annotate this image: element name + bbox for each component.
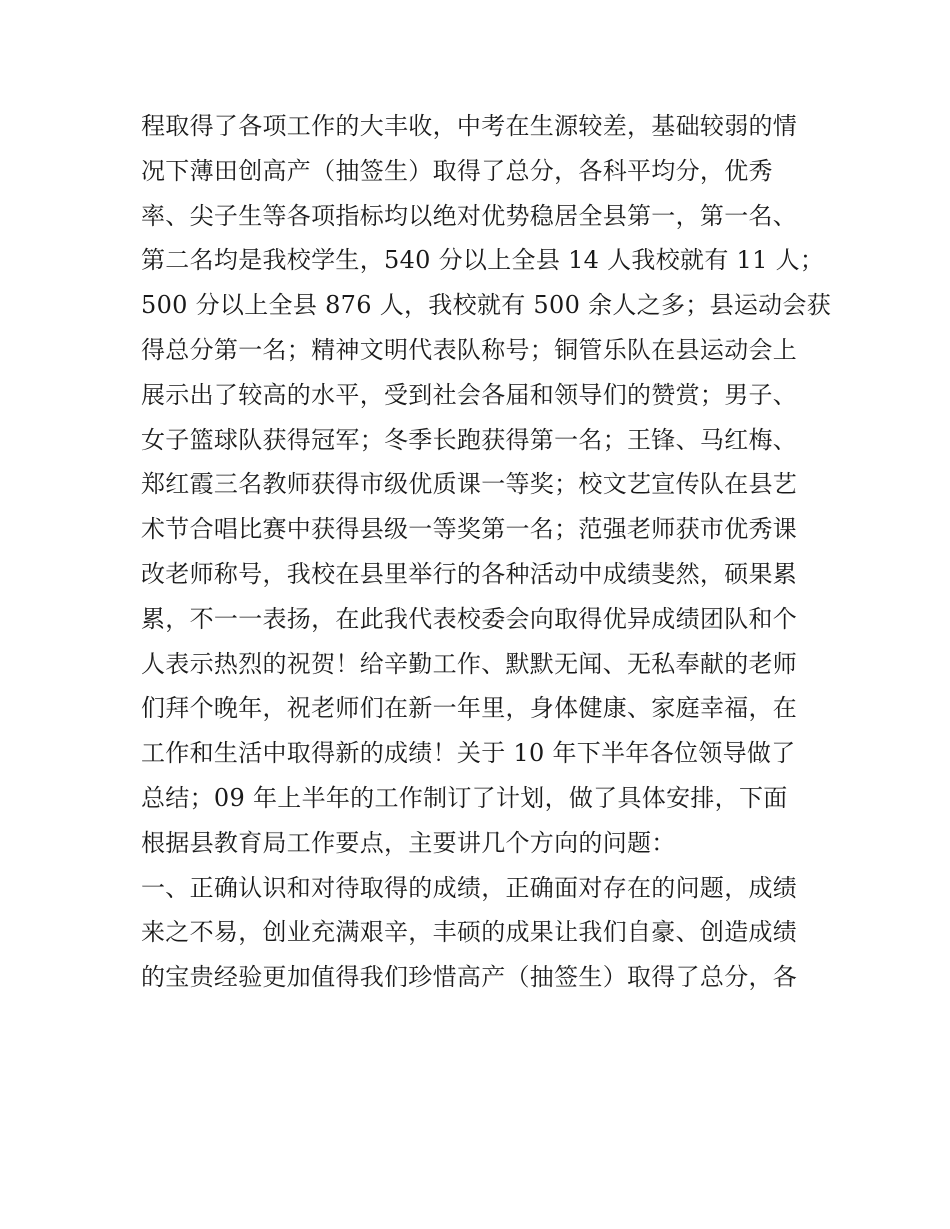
text-line: 的宝贵经验更加值得我们珍惜高产（抽签生）取得了总分，各 [141, 963, 798, 992]
text-line: 展示出了较高的水平，受到社会各届和领导们的赞赏；男子、 [141, 380, 798, 409]
text-line: 郑红霞三名教师获得市级优质课一等奖；校文艺宣传队在县艺 [141, 470, 798, 499]
text-line: 一、正确认识和对待取得的成绩，正确面对存在的问题，成绩 [141, 873, 798, 902]
text-line: 们拜个晚年，祝老师们在新一年里，身体健康、家庭幸福，在 [141, 694, 798, 723]
text-line: 况下薄田创高产（抽签生）取得了总分，各科平均分，优秀 [141, 156, 773, 185]
text-line: 工作和生活中取得新的成绩！关于 10 年下半年各位领导做了 [141, 739, 796, 768]
text-line: 女子篮球队获得冠军；冬季长跑获得第一名；王锋、马红梅、 [141, 425, 798, 454]
text-line: 根据县教育局工作要点，主要讲几个方向的问题： [141, 828, 676, 857]
text-line: 程取得了各项工作的大丰收，中考在生源较差，基础较弱的情 [141, 112, 798, 140]
text-line: 第二名均是我校学生，540 分以上全县 14 人我校就有 11 人； [141, 246, 825, 275]
text-line: 累，不一一表扬，在此我代表校委会向取得优异成绩团队和个 [141, 604, 798, 633]
text-line: 人表示热烈的祝贺！给辛勤工作、默默无闻、无私奉献的老师 [141, 649, 798, 678]
text-line: 术节合唱比赛中获得县级一等奖第一名；范强老师获市优秀课 [141, 515, 798, 544]
text-line: 来之不易，创业充满艰辛，丰硕的成果让我们自豪、创造成绩 [141, 918, 798, 947]
text-line: 改老师称号，我校在县里举行的各种活动中成绩斐然，硕果累 [141, 559, 798, 588]
text-line: 率、尖子生等各项指标均以绝对优势稳居全县第一，第一名、 [141, 201, 798, 230]
body-text [141, 104, 832, 1000]
text-line: 总结；09 年上半年的工作制订了计划，做了具体安排，下面 [141, 783, 788, 812]
text-line: 得总分第一名；精神文明代表队称号；铜管乐队在县运动会上 [141, 335, 798, 364]
text-line: 500 分以上全县 876 人，我校就有 500 余人之多；县运动会获 [141, 291, 832, 320]
